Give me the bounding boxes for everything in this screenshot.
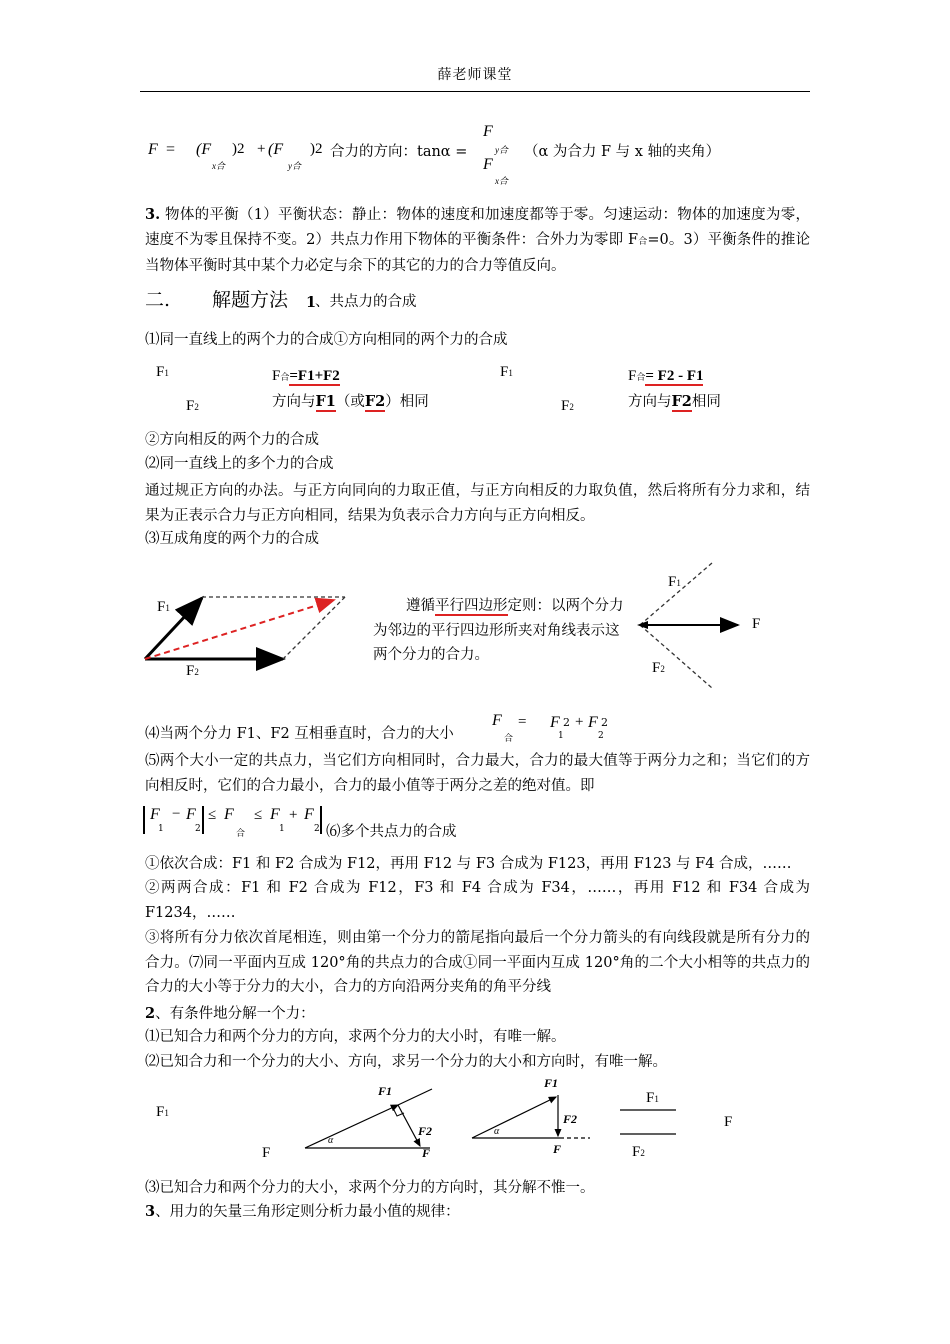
formula-sub-y: y合 [288, 161, 301, 171]
tri2-f2-label: F2 [563, 1112, 578, 1126]
item5-text: ⑶互成角度的两个力的合成 [145, 531, 319, 547]
decomp-right-f2: F2 [632, 1144, 645, 1160]
tri1-f1-ext [398, 1089, 432, 1105]
right-dashed-side [283, 597, 345, 659]
abs-bar-outer [320, 806, 322, 834]
right-f2: F2 [652, 660, 665, 676]
section2-sub-heading: 、共点力的合成 [315, 294, 417, 310]
item8-text: ①依次合成：F1 和 F2 合成为 F12，再用 F12 与 F3 合成为 F123，再用 F123 与 F4 合成，…… [145, 856, 792, 872]
alpha-note: （α 为合力 F 与 x 轴的夹角） [524, 144, 721, 160]
same-f2: F2 [186, 398, 199, 414]
right-f1: F1 [668, 574, 681, 590]
f1-arrow [145, 598, 202, 659]
item6-rhs-sq2: 2 [601, 716, 608, 729]
section3-text: 物体的平衡（1）平衡状态：静止：物体的速度和加速度都等于零。匀速运动：物体的加速度为零，速度不为零且保持不变。2）共点力作用下物体的平衡条件：合外力为零即 F [145, 207, 810, 248]
ineq-e: F [304, 806, 314, 823]
decomp-right-f1: F1 [646, 1090, 659, 1106]
tri2-f1-arrow [472, 1097, 556, 1138]
ineq-le1: ≤ [208, 807, 217, 823]
formula-sq2: )2 [310, 141, 323, 157]
ineq-minus: − [172, 806, 181, 822]
formula-plus: + [257, 141, 266, 157]
tri1-f-label: F [422, 1146, 431, 1160]
item6-eq: = [518, 714, 527, 730]
tri1-f1-label: F1 [378, 1084, 393, 1098]
tri1-f1-arrow [305, 1105, 398, 1148]
item6-rhs1-sub: 1 [558, 731, 564, 741]
frac-denominator: F [483, 156, 493, 173]
ineq-tail: ⑹多个共点力的合成 [326, 824, 457, 840]
section3-sub: 合 [638, 236, 648, 247]
right-f: F [752, 616, 761, 632]
item11-text: ⑴已知合力和两个分力的方向，求两个分力的大小时，有唯一解。 [145, 1029, 566, 1045]
decomp-f1: F1 [156, 1104, 169, 1120]
item9-text: ②两两合成：F1 和 F2 合成为 F12，F3 和 F4 合成为 F34，……，再用 F12 和 F34 合成为 F1234，…… [145, 880, 810, 921]
item6-text: ⑷当两个分力 F1、F2 互相垂直时，合力的大小 [145, 726, 454, 742]
frac-denominator-sub: x合 [495, 176, 508, 186]
item6-rhs2-sub: 2 [598, 731, 604, 741]
formula-eq: = [166, 141, 176, 158]
frac-numerator-sub: y合 [495, 145, 508, 155]
para-f2: F2 [186, 663, 199, 679]
ineq-b-sub: 2 [195, 824, 201, 834]
para-f1: F1 [157, 599, 170, 615]
section-2-heading: 2、有条件地分解一个力： [145, 1005, 315, 1022]
decomp-right-f: F [724, 1114, 733, 1130]
same-direction: 方向与F1（或F2）相同 [272, 393, 429, 410]
tri2-alpha: α [494, 1126, 500, 1137]
same-result: F合=F1+F2 [272, 368, 340, 384]
ineq-c: F [224, 806, 234, 823]
ineq-c-sub: 合 [236, 829, 246, 839]
section3-num: 3. [145, 206, 161, 223]
opp-f1: F1 [500, 364, 513, 380]
section-3-heading: 3、用力的矢量三角形定则分析力最小值的规律： [145, 1203, 460, 1220]
right-f2-dashed [640, 625, 712, 688]
formula-sq1: )2 [232, 141, 245, 157]
ineq-a-sub: 1 [158, 824, 164, 834]
ineq-b: F [186, 806, 196, 823]
tri1-f2-arrow [398, 1105, 420, 1146]
frac-numerator: F [483, 123, 493, 140]
item10-text: ③将所有分力依次首尾相连，则由第一个分力的箭尾指向最后一个分力箭头的有向线段就是所有分力的合力。⑺同一平面内互成 120°角的共点力的合成①同一平面内互成 120°角的二个大小相等的共点力的合力的大小等于分力的大小，合力的方向沿两分夹角的角平分线 [145, 930, 810, 995]
section2-heading: 解题方法 [212, 289, 289, 311]
item6-rhs-sq1: 2 [563, 716, 570, 729]
abs-bar-left [143, 806, 145, 834]
opp-f2: F2 [561, 398, 574, 414]
formula-sub-x: x合 [212, 161, 225, 171]
item12-text: ⑵已知合力和一个分力的大小、方向，求另一个分力的大小和方向时，有唯一解。 [145, 1054, 667, 1070]
section3-text2: =0。3）平衡条件的推论当物体平衡时其中某个力必定与余下的其它的力的合力等值反向。 [145, 231, 810, 274]
right-f1-dashed [640, 563, 712, 625]
section2-num: 二. [145, 289, 171, 311]
item7-text: ⑸两个大小一定的共点力，当它们方向相同时，合力最大，合力的最大值等于两分力之和；当它们的方向相反时，它们的合力最小，合力的最小值等于两分之差的绝对值。即 [145, 753, 810, 794]
ineq-plus: + [289, 807, 298, 823]
formula-f: F [148, 141, 158, 158]
parallelogram-rule: 遵循平行四边形定则：以两个分力为邻边的平行四边形所夹对角线表示这两个分力的合力。 [373, 598, 624, 663]
item6-rhs2: F [588, 714, 598, 731]
decomp-f: F [262, 1145, 271, 1161]
page-header: 薛老师课堂 [437, 67, 513, 83]
tri1-f2-label: F2 [418, 1124, 433, 1138]
abs-bar-right [202, 806, 204, 834]
item3-text: ⑵同一直线上的多个力的合成 [145, 456, 334, 472]
same-f1: F1 [156, 364, 169, 380]
tri2-f1-label: F1 [544, 1076, 559, 1090]
item6-rhs1: F [550, 714, 560, 731]
opp-direction: 方向与F2相同 [628, 393, 721, 410]
item2-text: ②方向相反的两个力的合成 [145, 432, 319, 448]
ineq-d-sub: 1 [279, 824, 285, 834]
item6-sub: 合 [504, 734, 514, 744]
item4-text: 通过规正方向的办法。与正方向同向的力取正值，与正方向相反的力取负值，然后将所有分力求和，结果为正表示合力与正方向相同，结果为负表示合力方向与正方向相反。 [145, 483, 810, 524]
ineq-a: F [150, 806, 160, 823]
opp-result: F合= F2 - F1 [628, 368, 704, 384]
formula-term2: (F [268, 141, 284, 158]
tri2-f-label: F [553, 1142, 562, 1156]
section2-sub-num: 1 [306, 294, 317, 311]
item1-text: ⑴同一直线上的两个力的合成①方向相同的两个力的合成 [145, 332, 508, 348]
item6-F: F [492, 712, 502, 729]
tri1-alpha: α [328, 1135, 334, 1146]
item6-plus: + [575, 714, 584, 730]
ineq-d: F [270, 806, 280, 823]
ineq-e-sub: 2 [314, 824, 320, 834]
formula-term1: (F [196, 141, 212, 158]
direction-text: 合力的方向：tanα = [330, 144, 468, 160]
item13-text: ⑶已知合力和两个分力的大小，求两个分力的方向时，其分解不惟一。 [145, 1180, 595, 1196]
ineq-le2: ≤ [254, 807, 263, 823]
